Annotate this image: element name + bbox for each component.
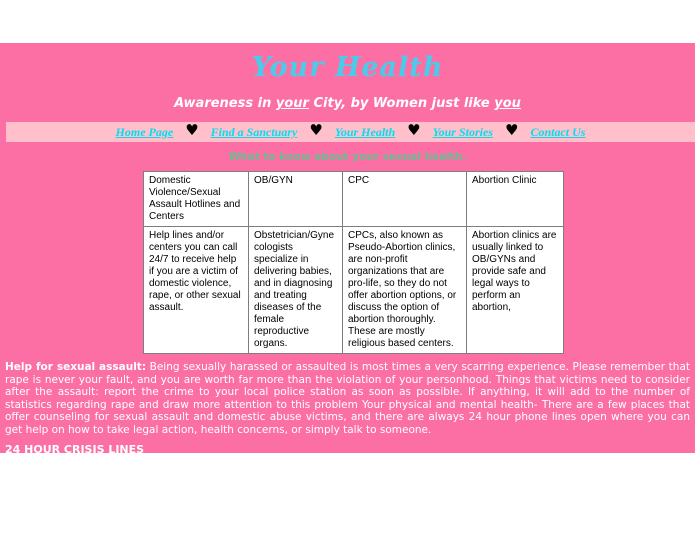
heart-icon: ♥ [185, 121, 199, 139]
page-content [0, 43, 695, 522]
subtitle-text: City, by Women just like [308, 96, 495, 111]
page-subtitle [0, 95, 695, 112]
table-header-cpc: CPC [343, 172, 467, 227]
table-header-obgyn: OB/GYN [249, 172, 343, 227]
heart-icon: ♥ [407, 121, 421, 139]
help-paragraph-lead: Help for sexual assault: [5, 361, 147, 373]
crisis-link-sexual-assault[interactable]: Sexual Assault [5, 487, 86, 500]
heart-icon: ♥ [504, 121, 519, 139]
crisis-line-domestic-violence [5, 465, 690, 479]
nav-link-find-a-sanctuary[interactable]: Find a Sanctuary [210, 124, 298, 139]
table-cell-hotlines: Help lines and/or centers you can call 24/7 to receive help if you are a victim of domestic violence, rape, or other sexual assault. [144, 227, 249, 354]
crisis-line-sexual-assault [5, 487, 690, 501]
help-paragraph [5, 361, 690, 436]
heart-icon: ♥ [309, 121, 323, 139]
subtitle-underlined-your: your [275, 96, 309, 111]
help-paragraph-body: Being sexually harassed or assaulted is most times a very scarring experience. Please remember that rape is never your fault, and you are worth far more than the violation of your personhood. Things that victims need to consider after the assault: report the crime to your local police station as soon as possible. If anything, it will add to the number of statistics regarding rape and draw more attention to this problem Your physical and mental health- There are a few places that offer counseling for sexual assault and domestic abuse victims, and there are always 24 hour phone lines open where you can get help on how to take legal action, health concerns, or simply talk to someone. [5, 361, 690, 436]
subtitle-text: Awareness in [174, 96, 276, 111]
crisis-line-text: (Sexual Assault Forensic Examination) 919-828-3067; 866-291-0854 toll-free [81, 509, 509, 522]
nav-link-your-stories[interactable]: Your Stories [432, 124, 493, 139]
nav-link-home-page[interactable]: Home Page [115, 124, 174, 139]
table-cell-abortion-clinic: Abortion clinics are usually linked to OB/GYNs and provide safe and legal ways to perform an abortion, [467, 227, 564, 354]
navbar [6, 122, 695, 142]
nav-link-your-health[interactable]: Your Health [334, 124, 396, 139]
subtitle-underlined-you: you [494, 96, 521, 111]
table-cell-obgyn: Obstetrician/Gynecologists specialize in delivering babies, and in diagnosing and treating diseases of the female reproductive organs. [249, 227, 343, 354]
table-cell-cpc: CPCs, also known as Pseudo-Abortion clinics, are non-profit organizations that are pro-life, so they do not offer abortion options, or discuss the option of abortion thoroughly. These are mostly religious based centers. [343, 227, 467, 354]
crisis-link-domestic-violence[interactable]: Domestic Violence [5, 465, 108, 478]
health-info-table [143, 171, 564, 354]
crisis-line-text: 919-828-7740; 866-291-0855 toll-free [107, 465, 320, 478]
crisis-lines-heading: 24 HOUR CRISIS LINES [5, 443, 145, 456]
section-heading: What to know about your sexual health. [228, 151, 467, 163]
table-row [144, 227, 564, 354]
table-header-hotlines: Domestic Violence/Sexual Assault Hotlines and Centers [144, 172, 249, 227]
nav-link-contact-us[interactable]: Contact Us [530, 124, 586, 139]
table-header-row [144, 172, 564, 227]
crisis-line-solace-center [5, 509, 690, 523]
page-title: Your Health [251, 52, 444, 83]
table-header-abortion-clinic: Abortion Clinic [467, 172, 564, 227]
crisis-link-solace-center[interactable]: Solace Center [5, 509, 82, 522]
crisis-line-text: 919-828-3005; 866-291-0853 toll-free [85, 487, 299, 500]
